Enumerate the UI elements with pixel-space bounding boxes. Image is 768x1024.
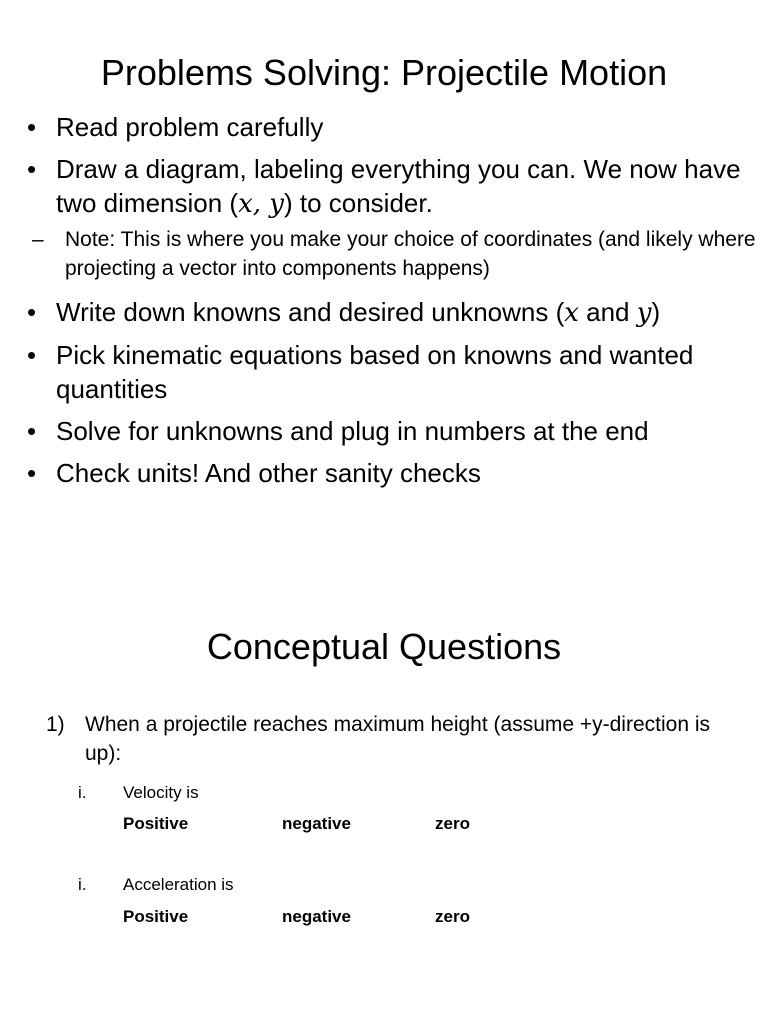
bullet-text: Pick kinematic equations based on knowns and wanted quantities [56,340,694,404]
bullet-item [27,110,757,144]
choice-negative[interactable]: negative [282,814,351,833]
question-text: When a projectile reaches maximum height (assume +y-direction is up): [85,713,711,765]
sub-bullet-marker: – [32,228,44,251]
bullet-text: Draw a diagram, labeling everything you can. We now have two dimension ( [56,154,741,218]
bullet-text: Check units! And other sanity checks [56,458,481,488]
slide-title: Conceptual Questions [206,626,562,667]
choice-zero[interactable]: zero [435,907,470,926]
choice-zero[interactable]: zero [435,814,470,833]
part-label: i. [78,875,87,894]
bullet-text: and [578,297,637,327]
bullet-item [27,338,757,406]
bullet-item [27,295,757,330]
bullet-marker: • [27,340,37,370]
bullet-text: Solve for unknowns and plug in numbers at the end [56,416,649,446]
bullet-item [27,152,757,221]
bullet-marker: • [27,154,37,184]
question-1 [46,710,726,768]
choice-positive[interactable]: Positive [123,814,189,833]
sub-bullet-text: Note: This is where you make your choice of coordinates (and likely where projecting a vector into components happens) [65,228,756,280]
bullet-marker: • [27,297,37,327]
part-label: i. [78,783,87,802]
choice-positive[interactable]: Positive [123,907,189,926]
bullet-text: ) to consider. [283,188,433,218]
slide-title: Problems Solving: Projectile Motion [100,52,668,93]
bullet-marker: • [27,112,37,142]
part-text: Acceleration is [123,875,234,894]
bullet-list [27,110,757,498]
math-expression: x [564,298,579,328]
bullet-marker: • [27,416,37,446]
bullet-item [27,414,757,448]
question-number: 1) [46,713,65,736]
math-expression: x, y [238,189,284,219]
bullet-item [27,456,757,490]
part-text: Velocity is [123,783,199,802]
bullet-marker: • [27,458,37,488]
sub-bullet-item [32,225,757,283]
slide-conceptual-questions [0,580,768,1024]
bullet-text: Read problem carefully [56,112,324,142]
bullet-text: Write down knowns and desired unknowns ( [56,297,565,327]
math-expression: y [636,298,652,328]
bullet-text: ) [651,297,661,327]
choice-negative[interactable]: negative [282,907,351,926]
